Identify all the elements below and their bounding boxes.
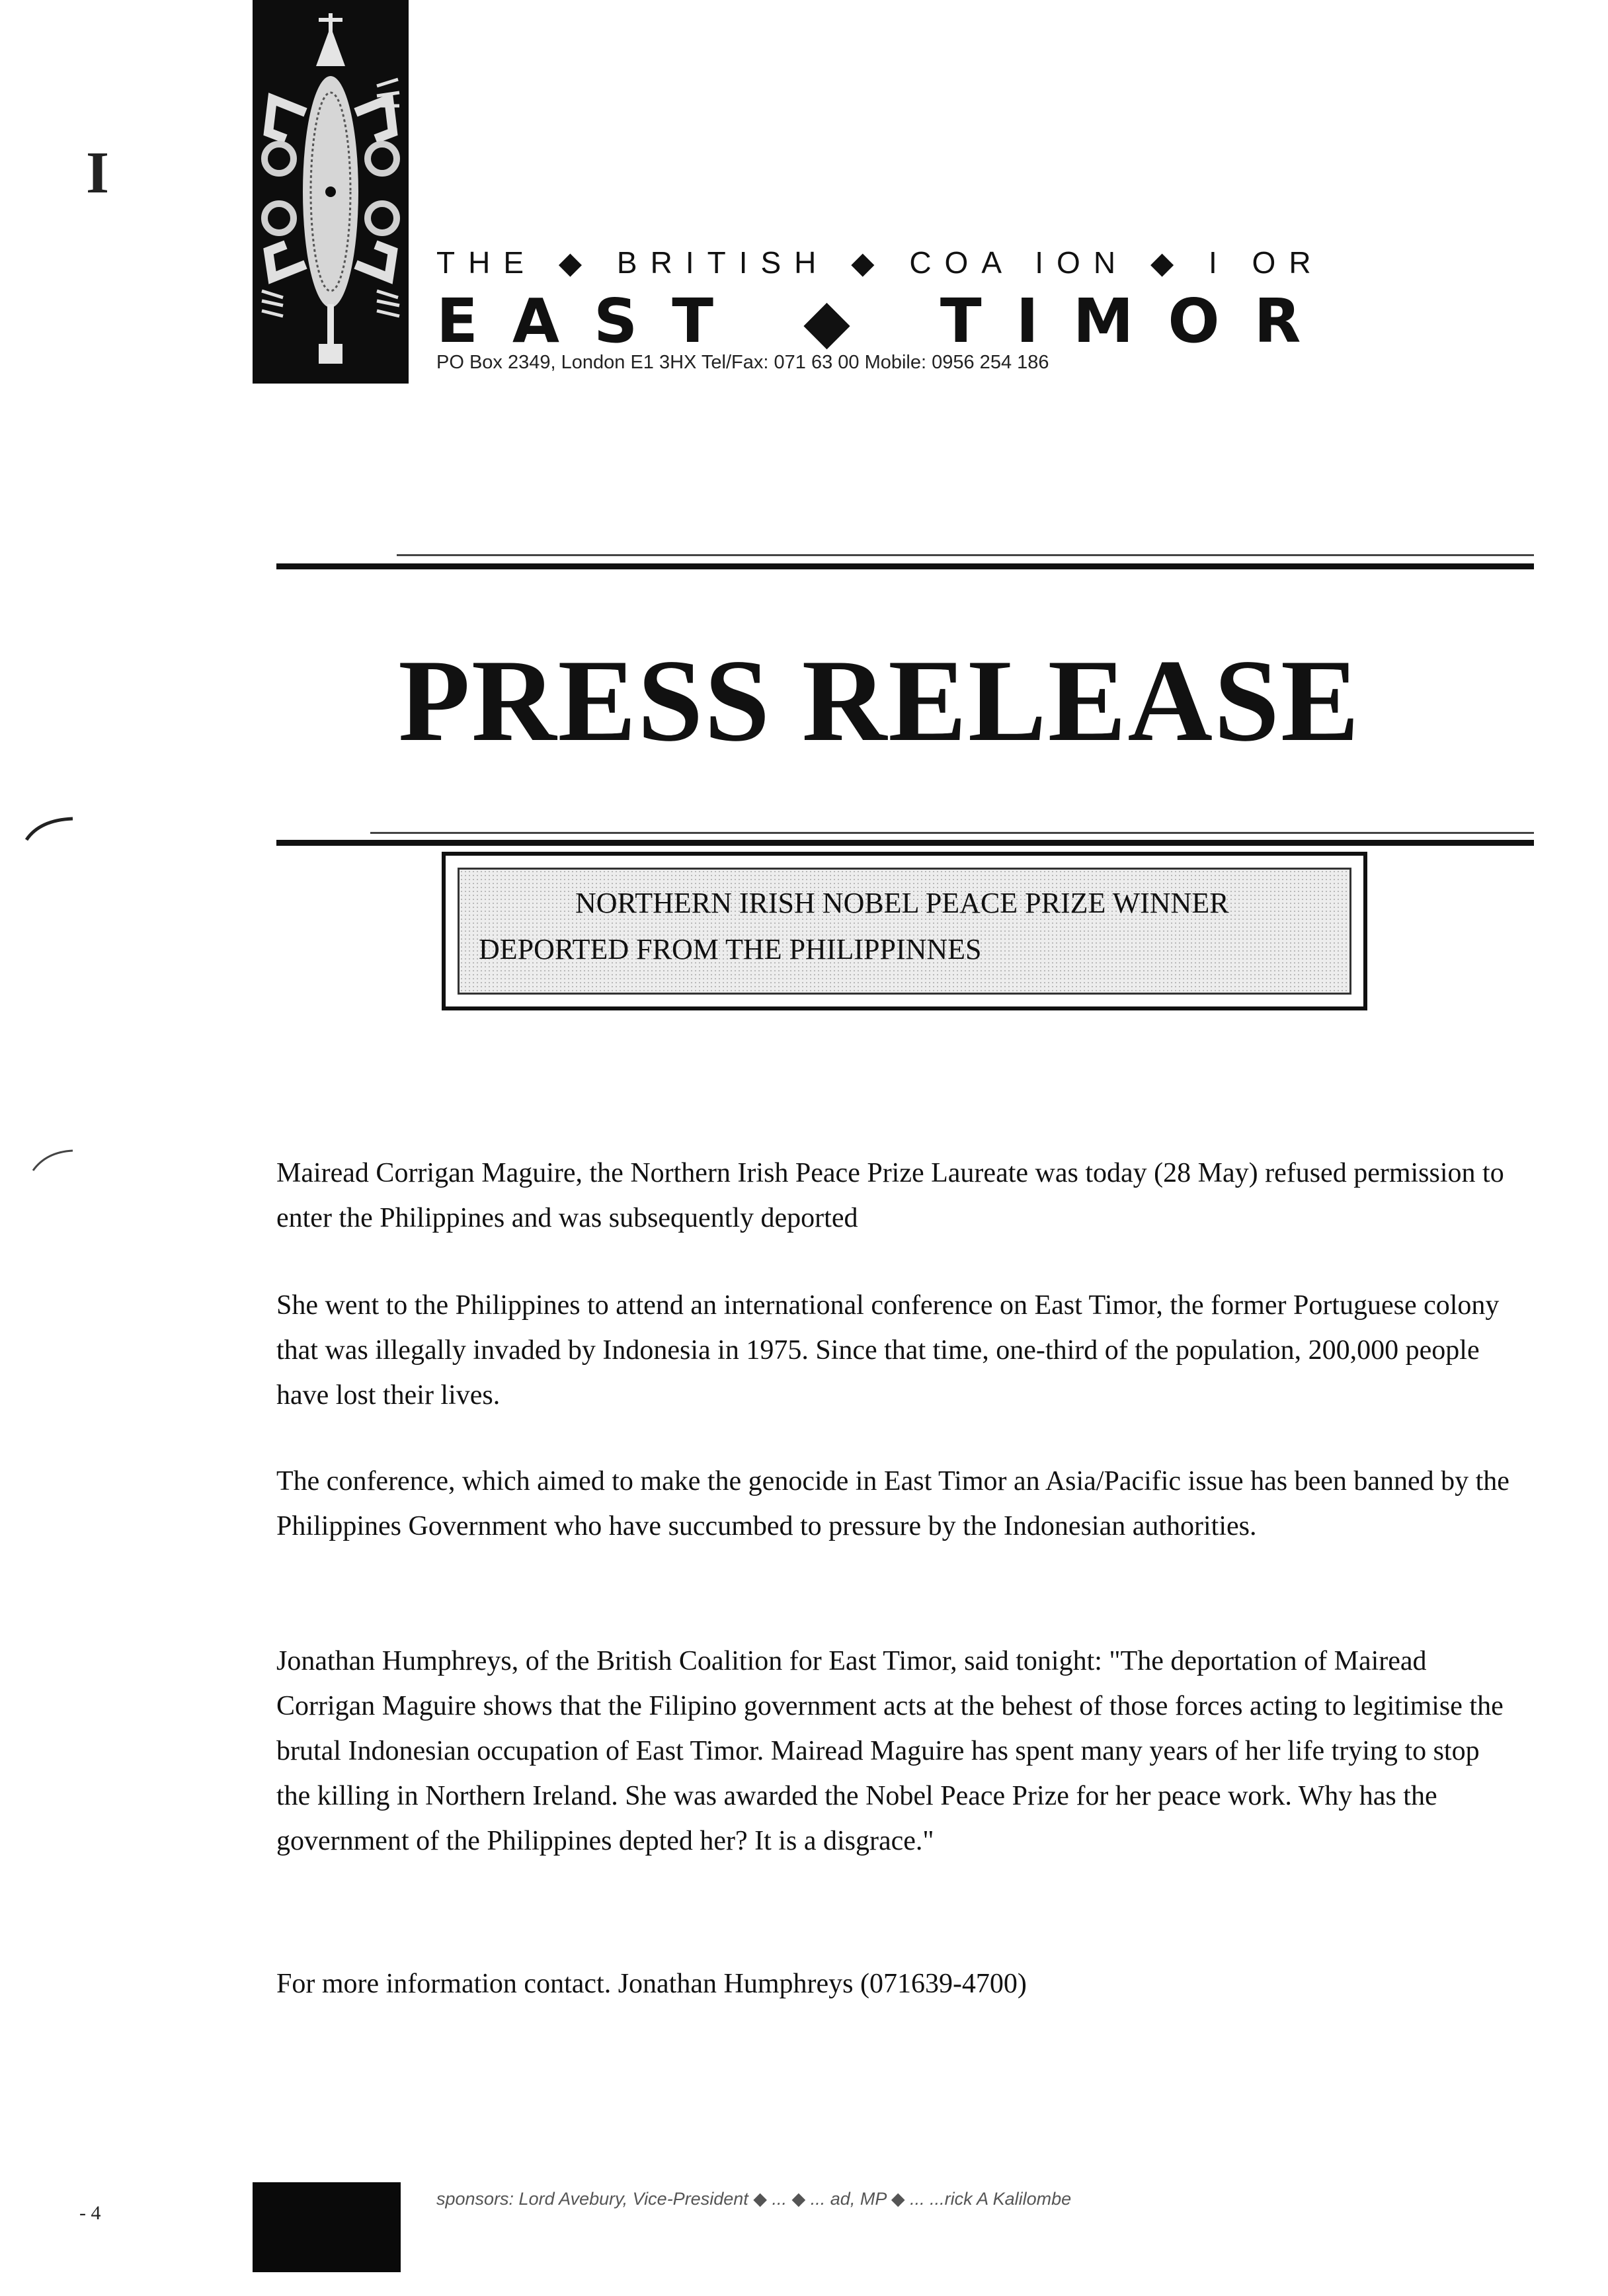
coalition-logo (253, 0, 409, 384)
margin-mark-top: I (86, 140, 110, 206)
margin-arc-mark-2 (26, 1144, 93, 1184)
headline-line-1: NORTHERN IRISH NOBEL PEACE PRIZE WINNER (575, 887, 1229, 919)
lizard-emblem-icon (253, 0, 409, 384)
footer-logo-block (253, 2182, 401, 2272)
margin-arc-mark (20, 813, 86, 853)
top-rule-thin (397, 554, 1534, 556)
organization-name-line: THE ◆ BRITISH ◆ COA ION ◆ I OR (436, 245, 1324, 280)
headline-line-2: DEPORTED FROM THE PHILIPPINNES (479, 933, 982, 965)
paragraph-conference: She went to the Philippines to attend an international conference on East Timor, the former Portuguese colony that was illegally invaded by Indonesia in 1975. Since that time, one-third of the population, 200,000 people have lost their lives. (276, 1290, 1500, 1411)
footer-sponsors: sponsors: Lord Avebury, Vice-President ◆ ... ◆ ... ad, MP ◆ ... ...rick A Kalilombe (436, 2189, 1072, 2209)
press-release-title: PRESS RELEASE (398, 635, 1361, 766)
organization-address: PO Box 2349, London E1 3HX Tel/Fax: 071 63 00 Mobile: 0956 254 186 (436, 352, 1049, 373)
title-rule-thin (370, 832, 1534, 834)
headline-box (442, 852, 1367, 1010)
organization-name-east-timor: EAST ◆ TIMOR (436, 286, 1336, 356)
paragraph-contact: For more information contact. Jonathan Humphreys (071639-4700) (276, 1969, 1027, 1999)
margin-mark-bottom: - 4 (79, 2202, 101, 2224)
title-rule-thick (276, 840, 1534, 846)
paragraph-deportation: Mairead Corrigan Maguire, the Northern Irish Peace Prize Laureate was today (28 May) refused permission to enter the Philippines and was subsequently deported (276, 1158, 1504, 1233)
top-rule-thick (276, 563, 1534, 569)
paragraph-ban: The conference, which aimed to make the genocide in East Timor an Asia/Pacific issue has been banned by the Philippines Government who have succumbed to pressure by the Indonesian authorities. (276, 1466, 1509, 1541)
paragraph-quote: Jonathan Humphreys, of the British Coalition for East Timor, said tonight: "The deportation of Mairead Corrigan Maguire shows that the Filipino government acts at the behest of those forces acting to legitimise the brutal Indonesian occupation of East Timor. Mairead Maguire has spent many years of her life trying to stop the killing in Northern Ireland. She was awarded the Nobel Peace Prize for her peace work. Why has the government of the Philippines depted her? It is a disgrace." (276, 1646, 1504, 1856)
